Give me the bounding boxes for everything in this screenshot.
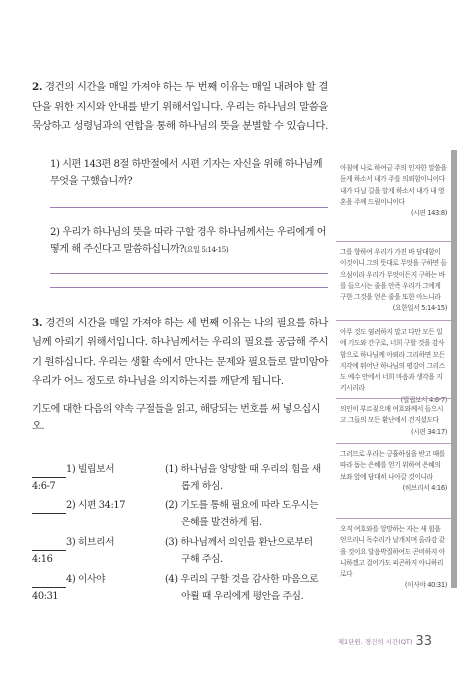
- section-2-number: 2.: [32, 81, 43, 93]
- option-text: (3) 하나님께서 의인을 환난으로부터: [165, 537, 313, 548]
- note-text: 아무 것도 염려하지 말고 다만 모든 일에 기도와 간구로, 너희 구할 것을 감사함으로 하나님께 아뢰라 그리하면 모든 지각에 뛰어난 하나님의 평강이 그리스도 예수 안에서 너희 마음과 생각을 지키시리라: [340, 328, 445, 393]
- promise-ref: 3) 히브리서 4:16: [32, 537, 115, 565]
- promise-ref: 1) 빌립보서 4:6-7: [32, 464, 115, 492]
- section-3-number: 3.: [32, 316, 43, 329]
- question-2-2-ref: (요일 5:14-15): [184, 245, 229, 254]
- option-text-cont: 아뢸 때 우리에게 평안을 주심.: [181, 591, 304, 602]
- question-2-2: [50, 224, 328, 259]
- note-source: (시편 143:8): [410, 209, 447, 218]
- note-text: 의인이 부르짖으매 여호와께서 들으시고 그들의 모든 환난에서 건지셨도다: [340, 405, 444, 425]
- sidebar-note-3: [340, 327, 447, 406]
- note-text: 오직 여호와를 앙망하는 자는 새 힘을 얻으리니 독수리가 날개치며 올라감 같을 것이요 달음박질하여도 곤비하지 아니하겠고 걸어가도 피곤하지 아니하리로다: [340, 525, 445, 579]
- note-source: (시편 34:17): [410, 427, 447, 436]
- margin-bar: [451, 150, 457, 588]
- sidebar-divider: [336, 241, 451, 242]
- note-source: (이사야 40:31): [404, 581, 447, 590]
- sidebar-note-6: [340, 524, 447, 592]
- sidebar-note-5: [340, 449, 447, 494]
- section-3-text: 경건의 시간을 매일 가져야 하는 세 번째 이유는 나의 필요를 하나님께 아뢰기 위해서입니다. 하나님께서는 우리의 필요를 공급해 주시기 원하십니다. 우리는 생활 속에서 만나는 문제와 필요들로 말미암아 우리가 어느 정도로 하나님을 의지하는지를 깨닫게 됩니다.: [32, 316, 328, 387]
- note-source: (빌립보서 4:6-7): [400, 395, 447, 404]
- note-text: 아침에 나로 하여금 주의 인자한 말씀을 듣게 하소서 내가 주를 의뢰함이니이다 내가 다닐 길을 알게 하소서 내가 내 영혼을 주께 드림이니이다: [340, 164, 447, 206]
- page-number: 33: [415, 634, 432, 649]
- answer-blank[interactable]: [32, 466, 66, 478]
- answer-line[interactable]: [50, 287, 328, 288]
- section-3-instruction: 기도에 대한 다음의 약속 구절들을 읽고, 해당되는 번호를 써 넣으십시오.: [32, 403, 320, 432]
- option-text: (2) 기도를 통해 필요에 따라 도우시는: [165, 500, 319, 511]
- option-text-cont: 구해 주심.: [181, 554, 223, 565]
- section-3-intro: [32, 314, 328, 392]
- option-text: (4) 우리의 구할 것을 감사한 마음으로: [165, 574, 319, 585]
- section-2-text: 경건의 시간을 매일 가져야 하는 두 번째 이유는 매일 내려야 할 결단을 위한 지시와 안내를 받기 위해서입니다. 우리는 하나님의 말씀을 묵상하고 성령님과의 연합을 통해 하나님의 뜻을 분별할 수 있습니다.: [32, 81, 328, 132]
- sidebar-note-2: [340, 247, 447, 315]
- answer-blank[interactable]: [32, 502, 66, 514]
- note-text: 그러므로 우리는 긍휼하심을 받고 때를 따라 돕는 은혜를 얻기 위하여 은혜의 보좌 앞에 담대히 나아갈 것이니라: [340, 450, 445, 481]
- sidebar-divider: [336, 320, 451, 321]
- answer-blank[interactable]: [32, 539, 66, 551]
- answer-line[interactable]: [50, 207, 328, 208]
- section-2-intro: [32, 78, 328, 137]
- note-source: (요한일서 5:14-15): [392, 304, 447, 313]
- option-text-cont: 롭게 하심.: [181, 481, 223, 492]
- option-text: (1) 하나님을 앙망할 때 우리의 힘을 새: [165, 464, 321, 475]
- note-text: 그를 향하여 우리가 가진 바 담대함이 이것이니 그의 뜻대로 무엇을 구하면 들으심이라 우리가 무엇이든지 구하는 바를 들으시는 줄을 안즉 우리가 그에게 구한 그것을 얻은 줄을 또한 아느니라: [340, 248, 447, 302]
- main-column: [32, 78, 328, 436]
- answer-blank[interactable]: [32, 576, 66, 588]
- sidebar-divider: [336, 398, 451, 399]
- question-2-1: 1) 시편 143편 8절 하반절에서 시편 기자는 자신을 위해 하나님께 무엇을 구했습니까?: [50, 158, 323, 187]
- answer-line[interactable]: [50, 273, 328, 274]
- option-text-cont: 은혜를 발견하게 됨.: [181, 517, 262, 528]
- page-footer: [338, 631, 432, 650]
- sidebar-divider: [336, 518, 451, 519]
- note-source: (히브리서 4:16): [402, 483, 447, 492]
- sidebar-note-1: [340, 163, 447, 219]
- promise-ref: 2) 시편 34:17: [66, 500, 126, 511]
- sidebar-note-4: [340, 404, 447, 438]
- question-2-2-text: 2) 우리가 하나님의 뜻을 따라 구할 경우 하나님께서는 우리에게 어떻게 해 주신다고 말씀하십니까?: [50, 226, 327, 255]
- sidebar-divider: [336, 443, 451, 444]
- promise-ref: 4) 이사야 40:31: [32, 574, 106, 602]
- footer-unit: 제1단원. 경건의 시간(QT): [337, 638, 413, 646]
